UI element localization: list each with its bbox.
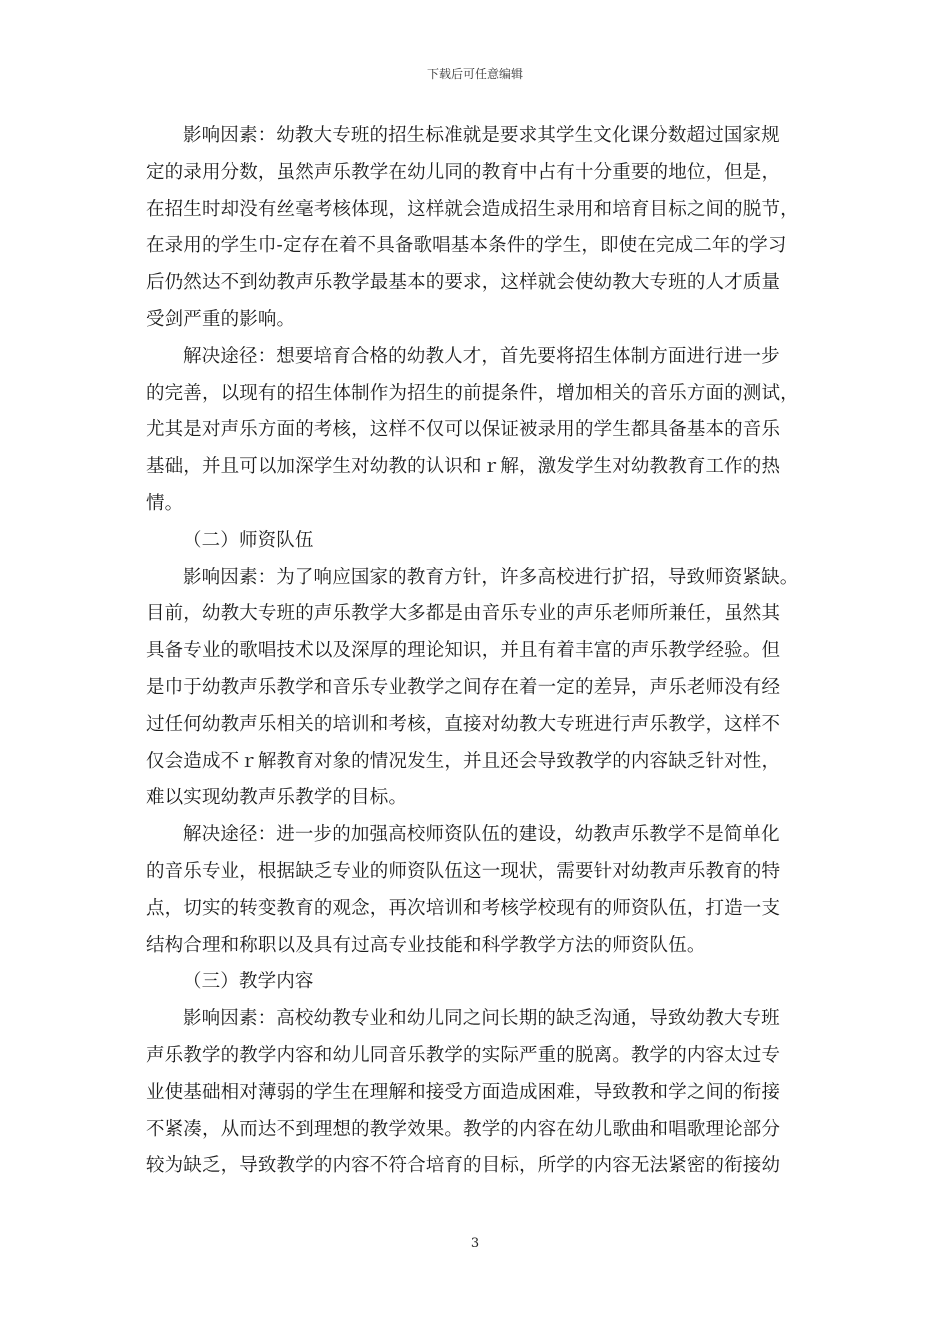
section-heading: （三）教学内容 xyxy=(183,971,314,993)
section-heading: （二）师资队伍 xyxy=(183,529,314,551)
paragraph-line: 在录用的学生巾-定存在着不具备歌唱基本条件的学生，即使在完成二年的学习 xyxy=(146,235,787,257)
paragraph-line: 较为缺乏，导致教学的内容不符合培育的目标，所学的内容无法紧密的衔接幼 xyxy=(146,1155,781,1177)
paragraph-line: 声乐教学的教学内容和幼儿同音乐教学的实际严重的脱离。教学的内容太过专 xyxy=(146,1044,781,1066)
paragraph-line: 影响因素：高校幼教专业和幼儿同之问长期的缺乏沟通，导致幼教大专班 xyxy=(183,1008,780,1030)
paragraph-line: 定的录用分数，虽然声乐教学在幼儿同的教育中占有十分重要的地位，但是， xyxy=(146,161,781,183)
paragraph-line: 影响因素：为了响应国家的教育方针，许多高校进行扩招，导致师资紧缺。 xyxy=(183,566,799,588)
paragraph-line: 结构合理和称职以及具有过高专业技能和科学教学方法的师资队伍。 xyxy=(146,934,706,956)
paragraph-line: 目前，幼教大专班的声乐教学大多都是由音乐专业的声乐老师所兼任，虽然其 xyxy=(146,603,781,625)
paragraph-line: 是巾于幼教声乐教学和音乐专业教学之间存在着一定的差异，声乐老师没有经 xyxy=(146,676,781,698)
paragraph-line: 解决途径：想要培育合格的幼教人才，首先要将招生体制方面进行进一步 xyxy=(183,345,780,367)
paragraph-line: 受剑严重的影响。 xyxy=(146,308,296,330)
page-number: 3 xyxy=(470,1236,480,1251)
paragraph-line: 的音乐专业，根据缺乏专业的师资队伍这一现状，需要针对幼教声乐教育的特 xyxy=(146,860,781,882)
paragraph-line: 影响因素：幼教大专班的招生标准就是要求其学生文化课分数超过国家规 xyxy=(183,125,780,146)
paragraph-line: 尤其是对声乐方面的考核，这样不仅可以保证被录用的学生都具备基本的音乐 xyxy=(146,419,781,441)
paragraph-line: 具备专业的歌唱技术以及深厚的理论知识，并且有着丰富的声乐教学经验。但 xyxy=(146,640,781,662)
paragraph-line: 业使基础相对薄弱的学生在理解和接受方面造成困难，导致教和学之间的衔接 xyxy=(146,1081,781,1103)
page-header: 下载后可任意编辑 xyxy=(426,67,523,81)
paragraph-line: 不紧凑，从而达不到理想的教学效果。教学的内容在幼儿歌曲和唱歌理论部分 xyxy=(146,1118,781,1140)
paragraph-line: 解决途径：进一步的加强高校师资队伍的建设，幼教声乐教学不是简单化 xyxy=(183,824,780,846)
document-body xyxy=(146,118,814,1185)
paragraph-line: 基础，并且可以加深学生对幼教的认识和ｒ解，激发学生对幼教教育工作的热 xyxy=(146,456,781,478)
paragraph-line: 点，切实的转变教育的观念，再次培训和考核学校现有的师资队伍，打造一支 xyxy=(146,897,781,919)
paragraph-line: 过任何幼教声乐相关的培训和考核，直接对幼教大专班进行声乐教学，这样不 xyxy=(146,713,781,735)
paragraph-line: 的完善，以现有的招生体制作为招生的前提条件，增加相关的音乐方面的测试， xyxy=(146,382,799,404)
paragraph-line: 难以实现幼教声乐教学的目标。 xyxy=(146,787,408,809)
paragraph-line: 情。 xyxy=(146,492,184,514)
paragraph-line: 仅会造成不ｒ解教育对象的情况发生，并且还会导致教学的内容缺乏针对性， xyxy=(146,750,781,772)
paragraph-line: 在招生时却没有丝毫考核体现，这样就会造成招生录用和培育目标之间的脱节， xyxy=(146,198,799,220)
paragraph-line: 后仍然达不到幼教声乐教学最基本的要求，这样就会使幼教大专班的人才质量 xyxy=(146,272,781,294)
